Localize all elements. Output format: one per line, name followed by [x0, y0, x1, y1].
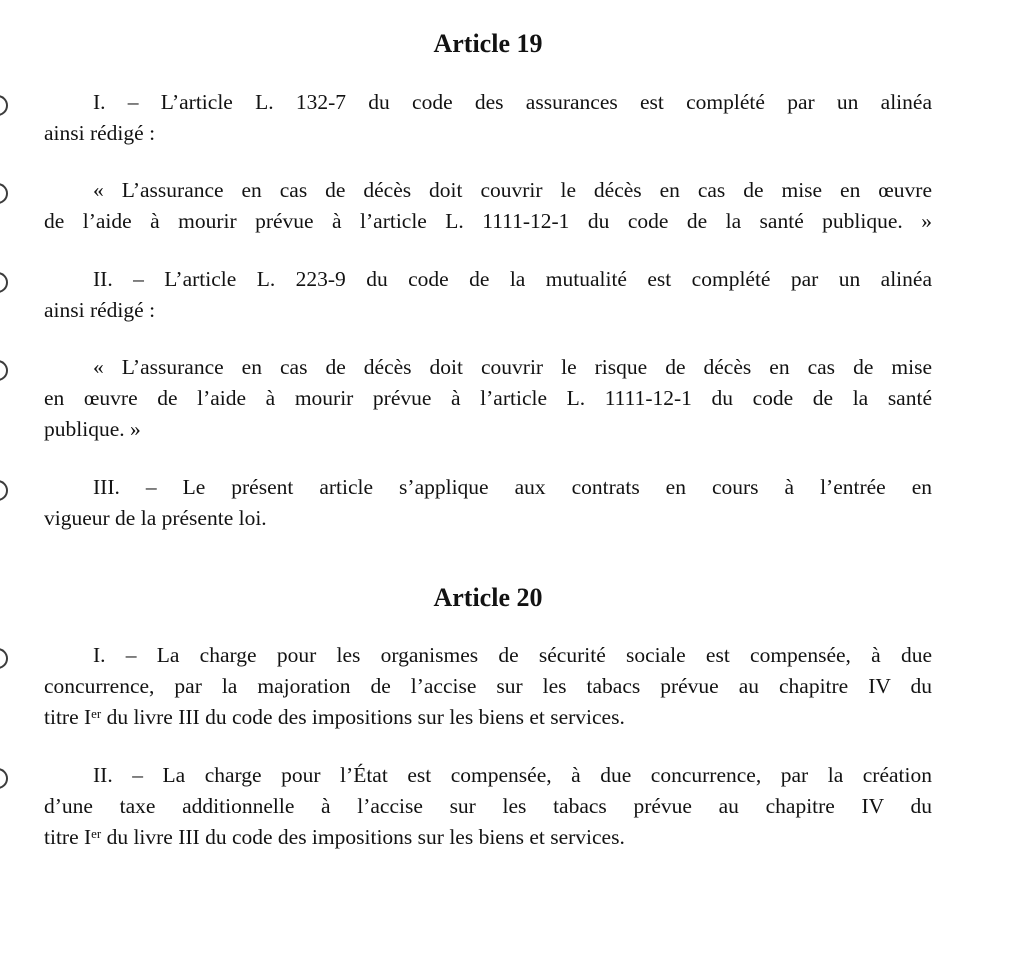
text-line: ainsi rédigé :	[44, 297, 156, 322]
text-line: vigueur de la présente loi.	[44, 505, 267, 530]
article-19-paragraph-2	[44, 175, 932, 237]
text-line: en œuvre de l’aide à mourir prévue à l’article L. 1111-12-1 du code de la santé	[44, 386, 932, 410]
article-19-paragraph-3	[44, 264, 932, 326]
article-19-paragraph-4	[44, 352, 932, 445]
alinea-marker-icon	[0, 360, 8, 381]
alinea-marker-icon	[0, 183, 8, 204]
text-line: d’une taxe additionnelle à l’accise sur les tabacs prévue au chapitre IV du	[44, 793, 932, 818]
alinea-marker-icon	[0, 95, 8, 116]
article-20-paragraph-1	[44, 640, 932, 733]
text-line: ainsi rédigé :	[44, 120, 156, 145]
article-19-paragraph-1	[44, 87, 932, 149]
text-line: publique. »	[44, 417, 141, 441]
alinea-marker-icon	[0, 480, 8, 501]
text-line: II. – La charge pour l’État est compensée, à due concurrence, par la création	[93, 762, 932, 787]
text-line: I. – L’article L. 132-7 du code des assurances est complété par un alinéa	[93, 89, 932, 114]
text-line: III. – Le présent article s’applique aux contrats en cours à l’entrée en	[93, 474, 932, 499]
document-content	[44, 0, 932, 853]
alinea-marker-icon	[0, 768, 8, 789]
text-line: II. – L’article L. 223-9 du code de la mutualité est complété par un alinéa	[93, 266, 932, 291]
article-19-paragraph-5	[44, 472, 932, 534]
text-line: titre Ier du livre III du code des impositions sur les biens et services.	[44, 705, 625, 729]
article-20-paragraph-2	[44, 760, 932, 853]
article-20-heading: Article 20	[433, 582, 543, 612]
text-line: « L’assurance en cas de décès doit couvrir le décès en cas de mise en œuvre	[93, 178, 932, 202]
text-line: concurrence, par la majoration de l’accise sur les tabacs prévue au chapitre IV du	[44, 674, 932, 698]
text-line: de l’aide à mourir prévue à l’article L. 1111-12-1 du code de la santé publique. »	[44, 209, 932, 233]
text-line: titre Ier du livre III du code des impositions sur les biens et services.	[44, 824, 625, 849]
alinea-marker-icon	[0, 648, 8, 669]
text-line: I. – La charge pour les organismes de sécurité sociale est compensée, à due	[93, 643, 932, 667]
alinea-marker-icon	[0, 272, 8, 293]
article-19-heading: Article 19	[433, 29, 543, 58]
text-line: « L’assurance en cas de décès doit couvrir le risque de décès en cas de mise	[93, 355, 932, 379]
